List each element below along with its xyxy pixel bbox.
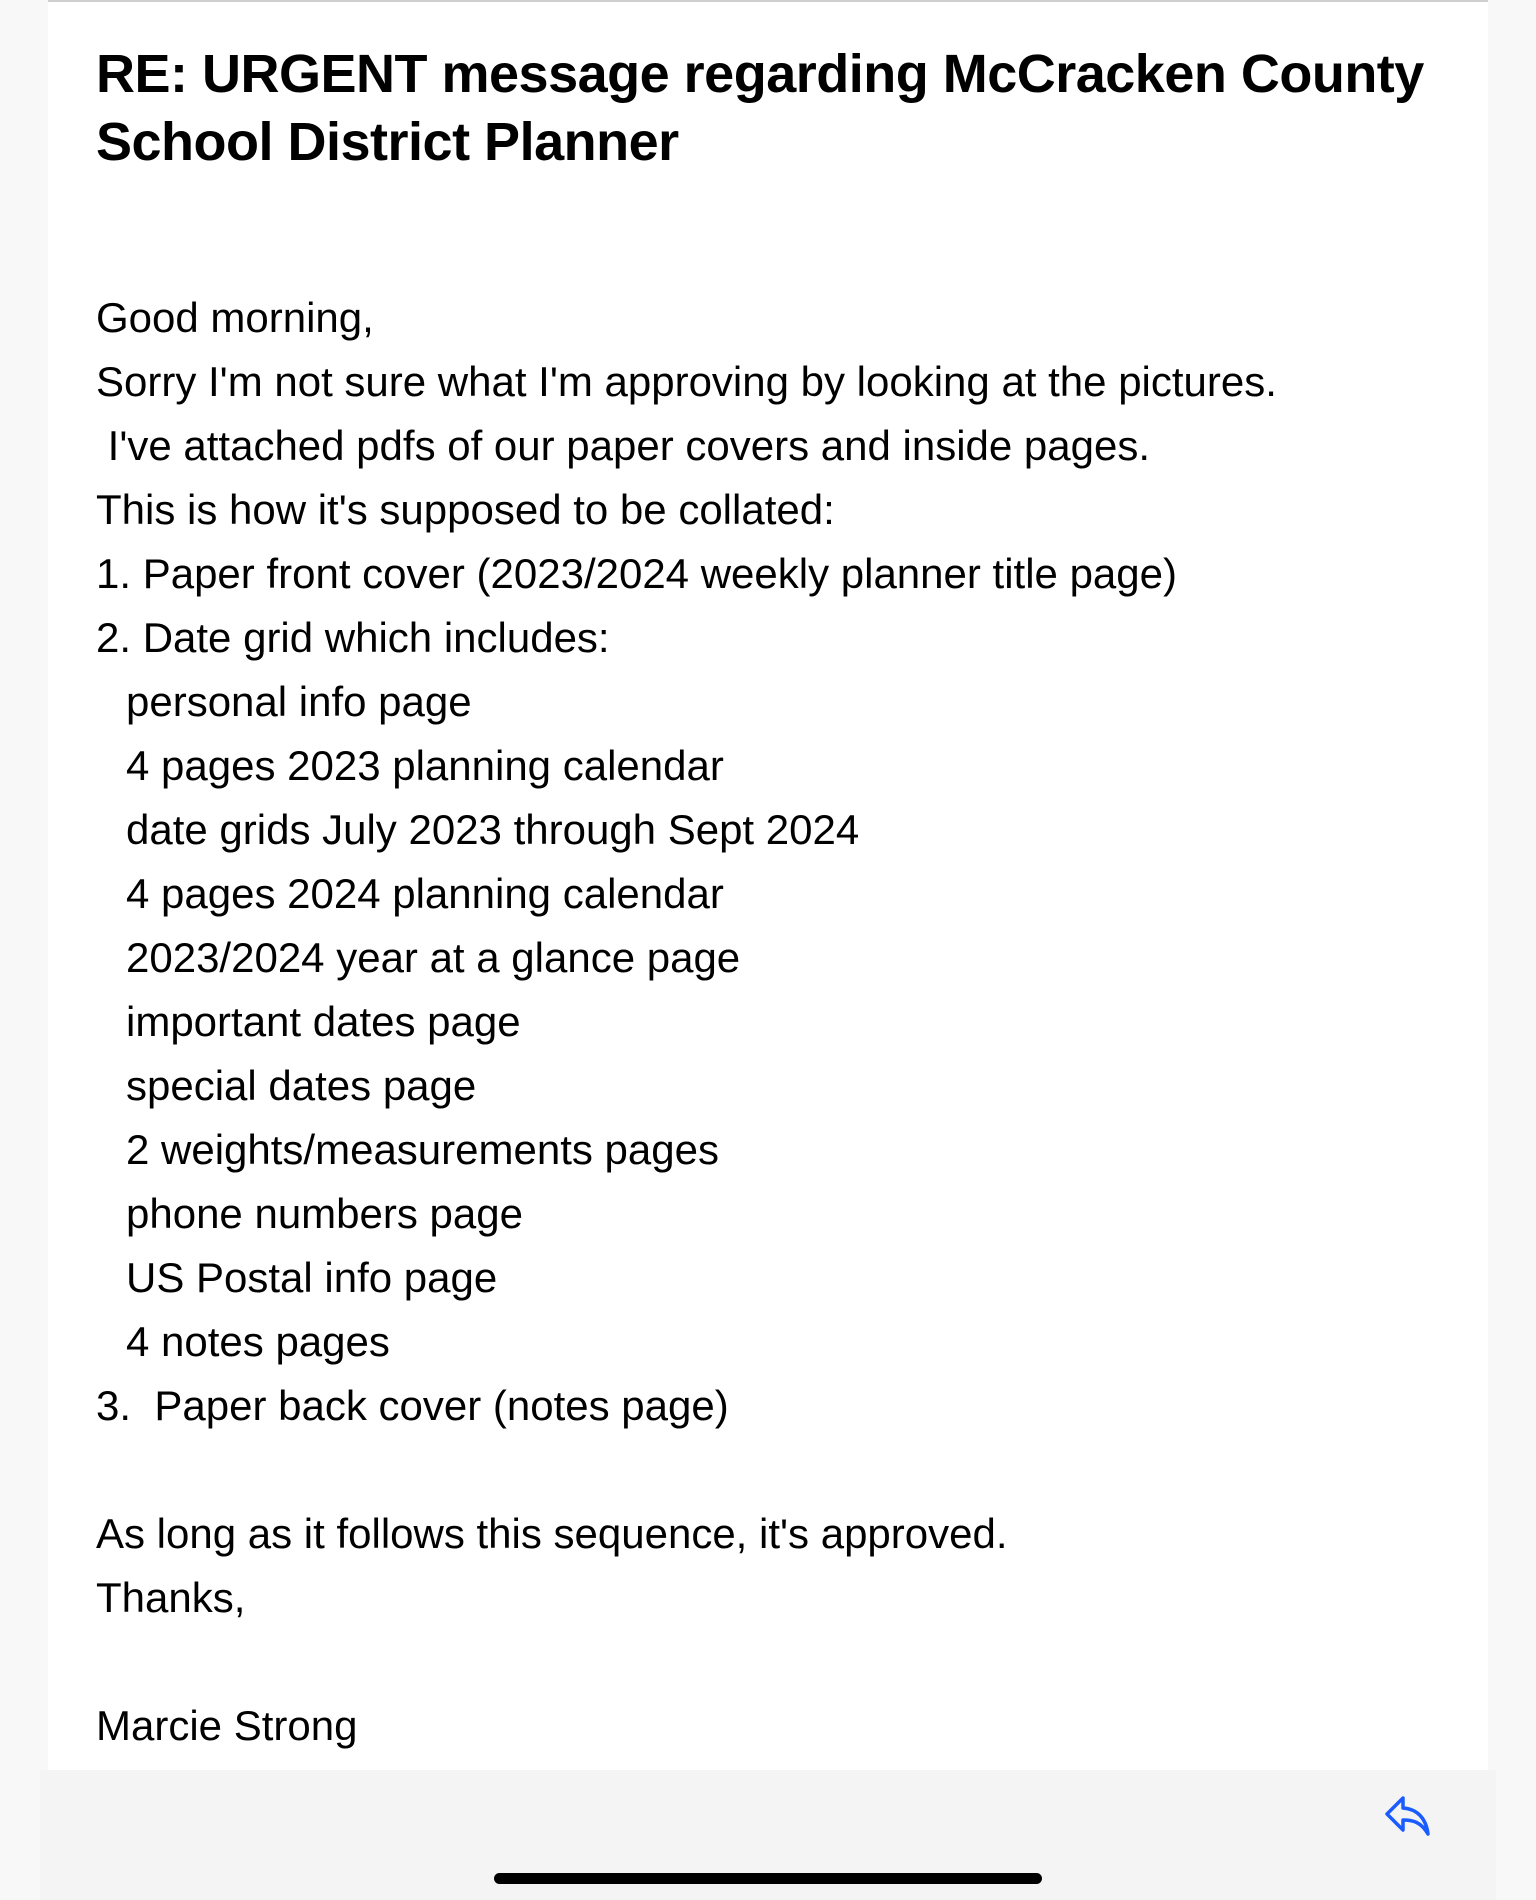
sub-list-item: personal info page	[126, 678, 472, 725]
reply-icon	[1383, 1794, 1433, 1838]
sub-list-item: 4 pages 2024 planning calendar	[126, 870, 724, 917]
email-subject: RE: URGENT message regarding McCracken County School District Planner	[96, 44, 1424, 172]
list-item: 1. Paper front cover (2023/2024 weekly planner title page)	[96, 550, 1177, 597]
home-indicator[interactable]	[494, 1873, 1042, 1884]
sub-list-item: phone numbers page	[126, 1190, 523, 1237]
sub-list-item: date grids July 2023 through Sept 2024	[126, 806, 860, 853]
reply-button[interactable]	[1380, 1788, 1436, 1844]
sub-list-item: 2023/2024 year at a glance page	[126, 934, 741, 981]
sub-list-item: 4 pages 2023 planning calendar	[126, 742, 724, 789]
list-item: 3. Paper back cover (notes page)	[96, 1382, 729, 1429]
signoff: Thanks,	[96, 1574, 246, 1621]
list-item: 2. Date grid which includes:	[96, 614, 610, 661]
sub-list-item: 4 notes pages	[126, 1318, 390, 1365]
email-message	[48, 2, 1488, 1770]
intro-line: Sorry I'm not sure what I'm approving by looking at the pictures.	[96, 358, 1277, 405]
blank-line	[96, 1630, 1476, 1694]
sub-list-item: 2 weights/measurements pages	[126, 1126, 719, 1173]
left-margin	[0, 0, 48, 1900]
email-body	[96, 286, 1476, 1758]
closing: As long as it follows this sequence, it's approved.	[96, 1510, 1008, 1557]
sub-list-item: special dates page	[126, 1062, 477, 1109]
sub-list-item: important dates page	[126, 998, 521, 1045]
right-margin	[1488, 0, 1536, 1900]
signature: Marcie Strong	[96, 1702, 358, 1749]
blank-line	[96, 1438, 1476, 1502]
greeting: Good morning,	[96, 294, 374, 341]
intro-line: This is how it's supposed to be collated:	[96, 486, 835, 533]
intro-line: I've attached pdfs of our paper covers and inside pages.	[96, 422, 1151, 469]
sub-list-item: US Postal info page	[126, 1254, 498, 1301]
